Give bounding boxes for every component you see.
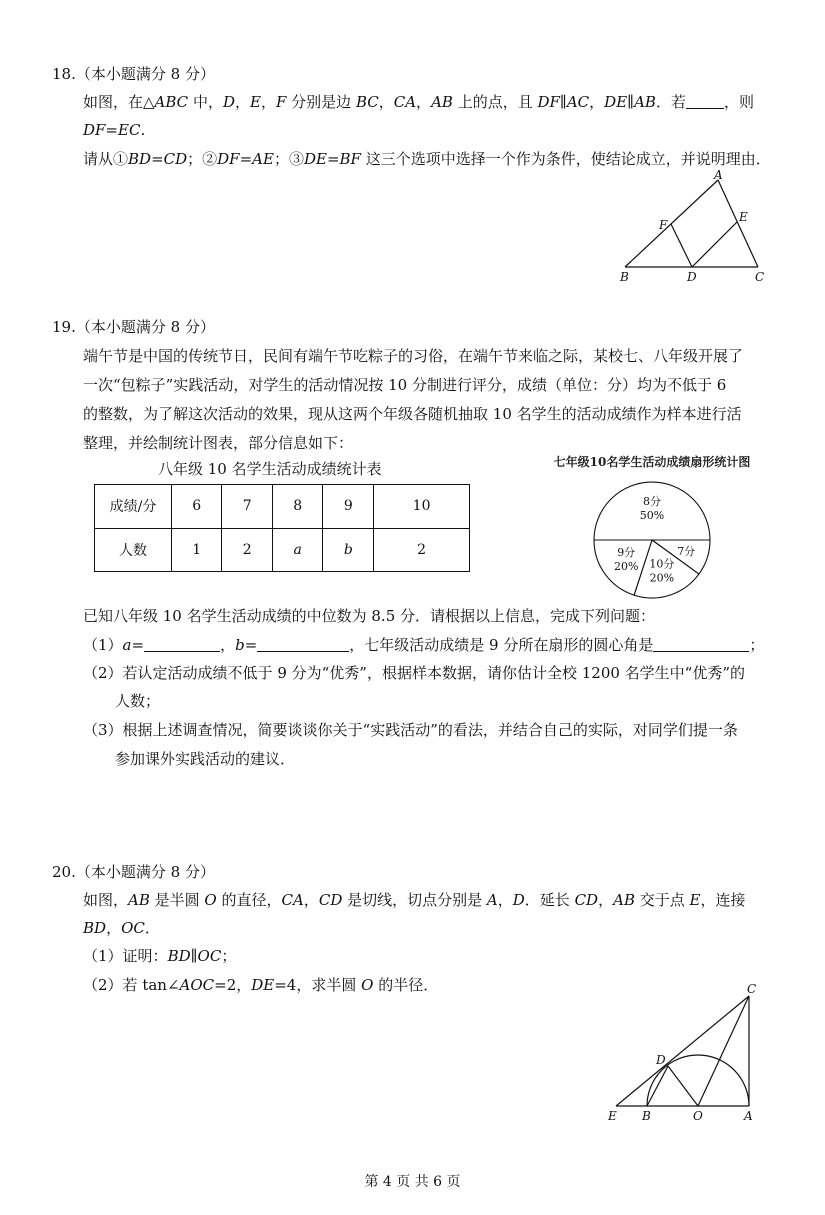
pie-slice-percent: 50% (639, 509, 665, 523)
q18-choose: 请从①BD=CD；②DF=AE；③DE=BF 这三个选项中选择一个作为条件，使结论成立，并说明理由． (83, 150, 771, 168)
table-cell: 2 (222, 528, 272, 572)
point-a-label: A (714, 168, 723, 182)
segment-de (692, 222, 737, 267)
pie-slice-label: 7分 (677, 545, 696, 559)
table-cell: 1 (172, 528, 222, 572)
table-cell: 9 (323, 485, 374, 529)
point-d-label: D (656, 1053, 666, 1067)
q20-sub2: （2）若 tan∠AOC=2，DE=4，求半圆 O 的半径． (83, 976, 439, 994)
point-d-label: D (687, 270, 697, 284)
q19-sub2: （2）若认定活动成绩不低于 9 分为“优秀”，根据样本数据，请你估计全校 1200 名学生中“优秀”的 (83, 664, 746, 682)
table-cell: 10 (374, 485, 470, 529)
segment-od (668, 1066, 698, 1106)
q20-header: 20.（本小题满分 8 分） (52, 863, 215, 881)
table-cell: 8 (272, 485, 322, 529)
point-b-label: B (620, 270, 629, 284)
q20-sub1: （1）证明：BD∥OC； (83, 947, 237, 965)
table-cell: b (323, 528, 374, 572)
q19-para-line: 一次“包粽子”实践活动，对学生的活动情况按 10 分制进行评分，成绩（单位：分）均为不低于 6 (83, 376, 727, 394)
point-f-label: F (659, 218, 668, 232)
side-ab (625, 180, 718, 267)
pie-slice-label: 8分 (643, 495, 661, 509)
q19-median-text: 已知八年级 10 名学生活动成绩的中位数为 8.5 分．请根据以上信息，完成下列问题： (83, 607, 656, 625)
q19-sub3: （3）根据上述调查情况，简要谈谈你关于“实践活动”的看法，并结合自己的实际，对同学们提一条 (83, 721, 738, 739)
pie-slice-label: 9分 (617, 545, 636, 559)
point-a-label: A (744, 1109, 753, 1123)
pie-slice-percent: 20% (613, 559, 639, 573)
q20-stem-cont: BD，OC． (83, 919, 160, 937)
answer-blank (144, 635, 220, 652)
q18-header: 18.（本小题满分 8 分） (52, 65, 215, 83)
q19-para-line: 端午节是中国的传统节日，民间有端午节吃粽子的习俗，在端午节来临之际，某校七、八年级开展了 (83, 347, 744, 365)
q18-stem: 如图，在△ABC 中，D，E，F 分别是边 BC，CA，AB 上的点，且 DF∥AC，DE∥AB．若 ，则 (83, 93, 754, 111)
segment-oc (698, 996, 749, 1106)
q19-para-line: 整理，并绘制统计图表，部分信息如下： (83, 434, 354, 452)
pie-title: 七年级10名学生活动成绩扇形统计图 (553, 455, 751, 469)
side-ac (718, 180, 758, 267)
page-footer: 第 4 页 共 6 页 (364, 1174, 461, 1190)
pie-chart (530, 450, 780, 600)
table-row (95, 528, 470, 572)
q19-header: 19.（本小题满分 8 分） (52, 318, 215, 336)
point-c-label: C (747, 982, 757, 996)
pie-slice-label: 10分 (649, 557, 675, 571)
q19-sub2-cont: 人数； (115, 692, 161, 710)
point-e-label: E (739, 210, 748, 224)
table-cell: a (272, 528, 322, 572)
q20-stem: 如图，AB 是半圆 O 的直径，CA，CD 是切线，切点分别是 A，D．延长 CD，AB 交于点 E，连接 (83, 891, 746, 909)
q19-para-line: 的整数，为了解这次活动的效果，现从这两个年级各随机抽取 10 名学生的活动成绩作为样本进行活 (83, 405, 742, 423)
q18-triangle-figure (610, 168, 780, 288)
score-table (94, 484, 470, 572)
q19-sub3-cont: 参加课外实践活动的建议． (115, 750, 296, 768)
segment-df (671, 224, 692, 267)
q19-sub1: （1）a= ，b= ，七年级活动成绩是 9 分所在扇形的圆心角是 ； (83, 636, 765, 654)
table-cell: 7 (222, 485, 272, 529)
table-cell: 人数 (95, 528, 172, 572)
q18-conclusion: DF=EC. (83, 121, 146, 139)
tangent-ce (616, 996, 749, 1106)
answer-blank (257, 635, 349, 652)
point-e-label: E (608, 1109, 617, 1123)
table-cell: 6 (172, 485, 222, 529)
point-b-label: B (642, 1109, 651, 1123)
table-row (95, 485, 470, 529)
q20-semicircle-figure (600, 978, 770, 1126)
table-cell: 成绩/分 (95, 485, 172, 529)
q19-table-title: 八年级 10 名学生活动成绩统计表 (158, 460, 382, 478)
answer-blank (653, 635, 749, 652)
point-o-label: O (693, 1109, 703, 1123)
answer-blank (686, 92, 724, 109)
pie-slice-percent: 20% (649, 571, 675, 585)
table-cell: 2 (374, 528, 470, 572)
point-c-label: C (755, 270, 765, 284)
